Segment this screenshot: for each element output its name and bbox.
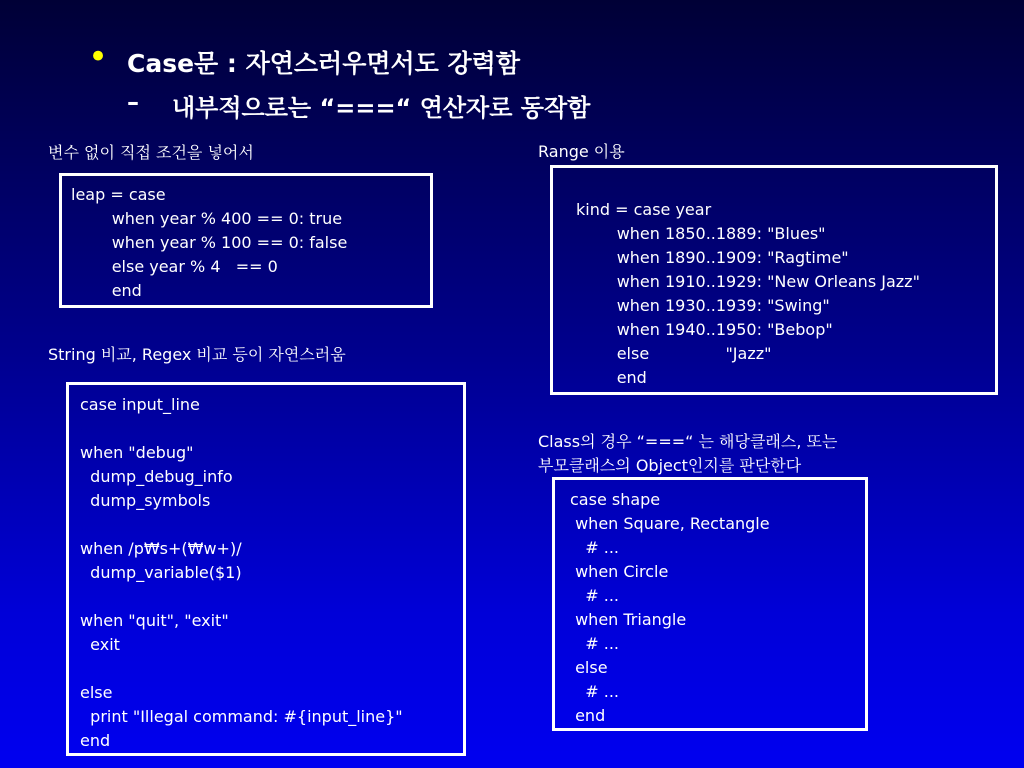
range-code-box bbox=[550, 165, 998, 395]
range-caption: Range 이용 bbox=[538, 142, 625, 161]
direct-condition-caption: 변수 없이 직접 조건을 넣어서 bbox=[48, 143, 254, 162]
range-code: kind = case year when 1850..1889: "Blues" when 1890..1909: "Ragtime" when 1910..1929: "New Orleans Jazz" when 1930..1939: "Swing" when 1940..1950: "Bebop" else "Jazz" end bbox=[576, 200, 920, 387]
string-regex-code-box bbox=[66, 382, 466, 756]
class-match-caption-line-1: Class의 경우 “===“ 는 해당클래스, 또는 bbox=[538, 432, 838, 451]
direct-condition-code-box bbox=[59, 173, 433, 308]
string-regex-code: case input_line when "debug" dump_debug_info dump_symbols when /p₩s+(₩w+)/ dump_variable($1) when "quit", "exit" exit else print "Illegal command: #{input_line}" end bbox=[80, 395, 403, 750]
direct-condition-code: leap = case when year % 400 == 0: true when year % 100 == 0: false else year % 4 == 0 end bbox=[71, 185, 348, 300]
class-match-code-box bbox=[552, 477, 868, 731]
class-match-code: case shape when Square, Rectangle # ... when Circle # ... when Triangle # ... else # ... end bbox=[570, 490, 770, 725]
string-regex-caption: String 비교, Regex 비교 등이 자연스러움 bbox=[48, 345, 346, 364]
slide-subtitle: 내부적으로는 “===“ 연산자로 동작함 bbox=[172, 94, 591, 122]
slide-title: Case문 : 자연스러우면서도 강력함 bbox=[127, 49, 520, 78]
class-match-caption-line-2: 부모클래스의 Object인지를 판단한다 bbox=[538, 456, 802, 475]
title-bullet-icon: • bbox=[88, 37, 109, 77]
subtitle-dash-icon: – bbox=[127, 88, 139, 116]
